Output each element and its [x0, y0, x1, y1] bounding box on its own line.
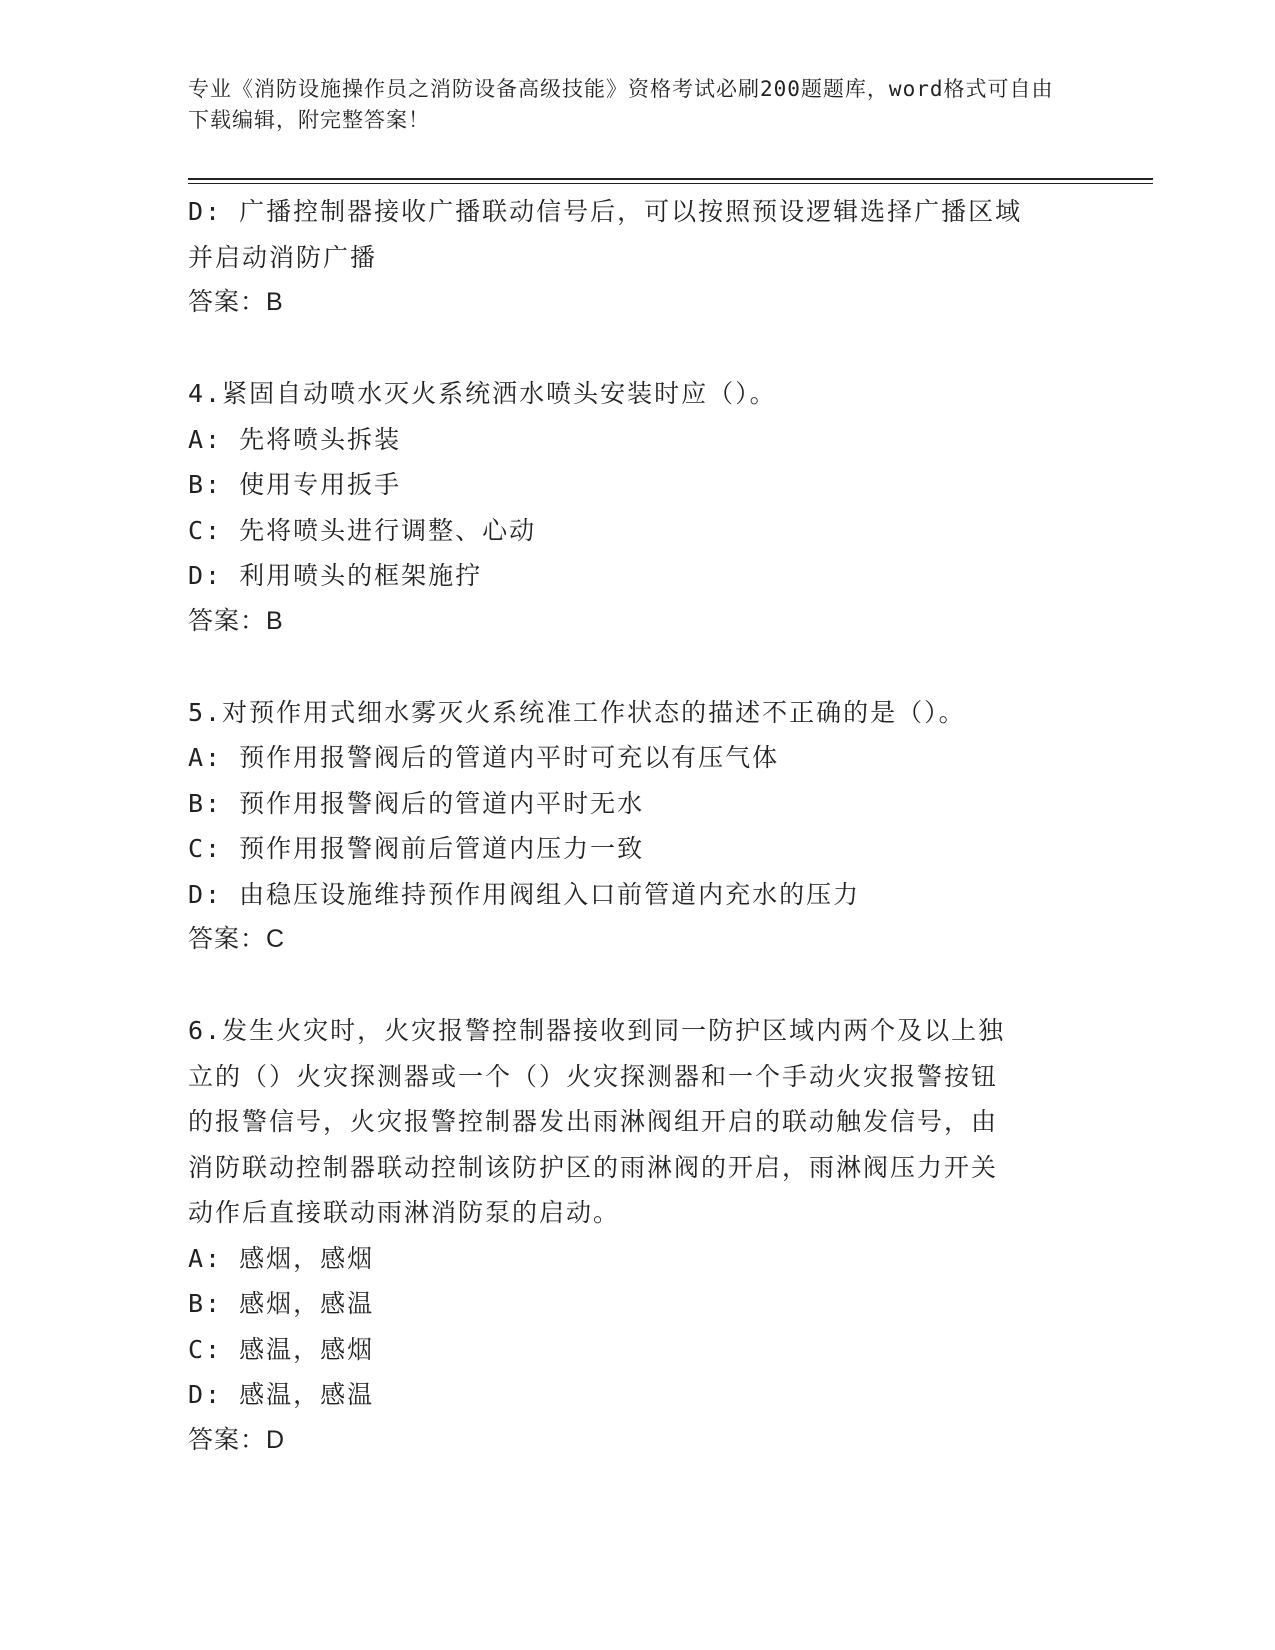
answer-line: 答案：B	[188, 606, 284, 635]
option-c: C: 预作用报警阀前后管道内压力一致	[188, 834, 645, 863]
answer-line: 答案：D	[188, 1425, 286, 1454]
question-stem-line: 6.发生火灾时，火灾报警控制器接收到同一防护区域内两个及以上独	[188, 1016, 1006, 1045]
option-d-line-1: D: 广播控制器接收广播联动信号后，可以按照预设逻辑选择广播区域	[188, 197, 1023, 226]
answer-line: 答案：B	[188, 288, 284, 316]
spacer	[188, 326, 1088, 372]
question-stem: 4.紧固自动喷水灭火系统洒水喷头安装时应（）。	[188, 379, 777, 408]
option-b: B: 预作用报警阀后的管道内平时无水	[188, 788, 645, 818]
header-divider-thick	[188, 178, 1153, 180]
option-a: A: 先将喷头拆装	[188, 424, 402, 454]
answer-line: 答案：C	[188, 925, 286, 953]
question-stem-line: 动作后直接联动雨淋消防泵的启动。	[188, 1198, 621, 1227]
question-stem-line: 立的（）火灾探测器或一个（）火灾探测器和一个手动火灾报警按钮	[188, 1061, 999, 1091]
spacer	[188, 644, 1088, 690]
question-block	[188, 690, 1088, 963]
question-block	[188, 1008, 1088, 1463]
option-d: D: 由稳压设施维持预作用阀组入口前管道内充水的压力	[188, 879, 861, 909]
question-content	[188, 189, 1088, 1463]
question-stem-line: 消防联动控制器联动控制该防护区的雨淋阀的开启，雨淋阀压力开关	[188, 1152, 999, 1182]
option-a: A: 感烟，感烟	[188, 1243, 375, 1273]
option-b: B: 感烟，感温	[188, 1289, 375, 1318]
spacer	[188, 963, 1088, 1009]
header-divider-thin	[188, 183, 1153, 184]
question-stem-line: 的报警信号，火灾报警控制器发出雨淋阀组开启的联动触发信号，由	[188, 1107, 999, 1136]
option-d: D: 利用喷头的框架施拧	[188, 561, 483, 590]
option-a: A: 预作用报警阀后的管道内平时可充以有压气体	[188, 743, 780, 772]
question-stem: 5.对预作用式细水雾灭火系统准工作状态的描述不正确的是（）。	[188, 697, 966, 727]
option-c: C: 感温，感烟	[188, 1334, 375, 1364]
option-b: B: 使用专用扳手	[188, 470, 402, 499]
question-block	[188, 371, 1088, 644]
document-header: 专业《消防设施操作员之消防设备高级技能》资格考试必刷200题题库，word格式可自由下载编辑，附完整答案！	[188, 77, 1054, 132]
option-d: D: 感温，感温	[188, 1380, 375, 1409]
option-d-line-2: 并启动消防广播	[188, 242, 378, 272]
option-c: C: 先将喷头进行调整、心动	[188, 515, 537, 545]
